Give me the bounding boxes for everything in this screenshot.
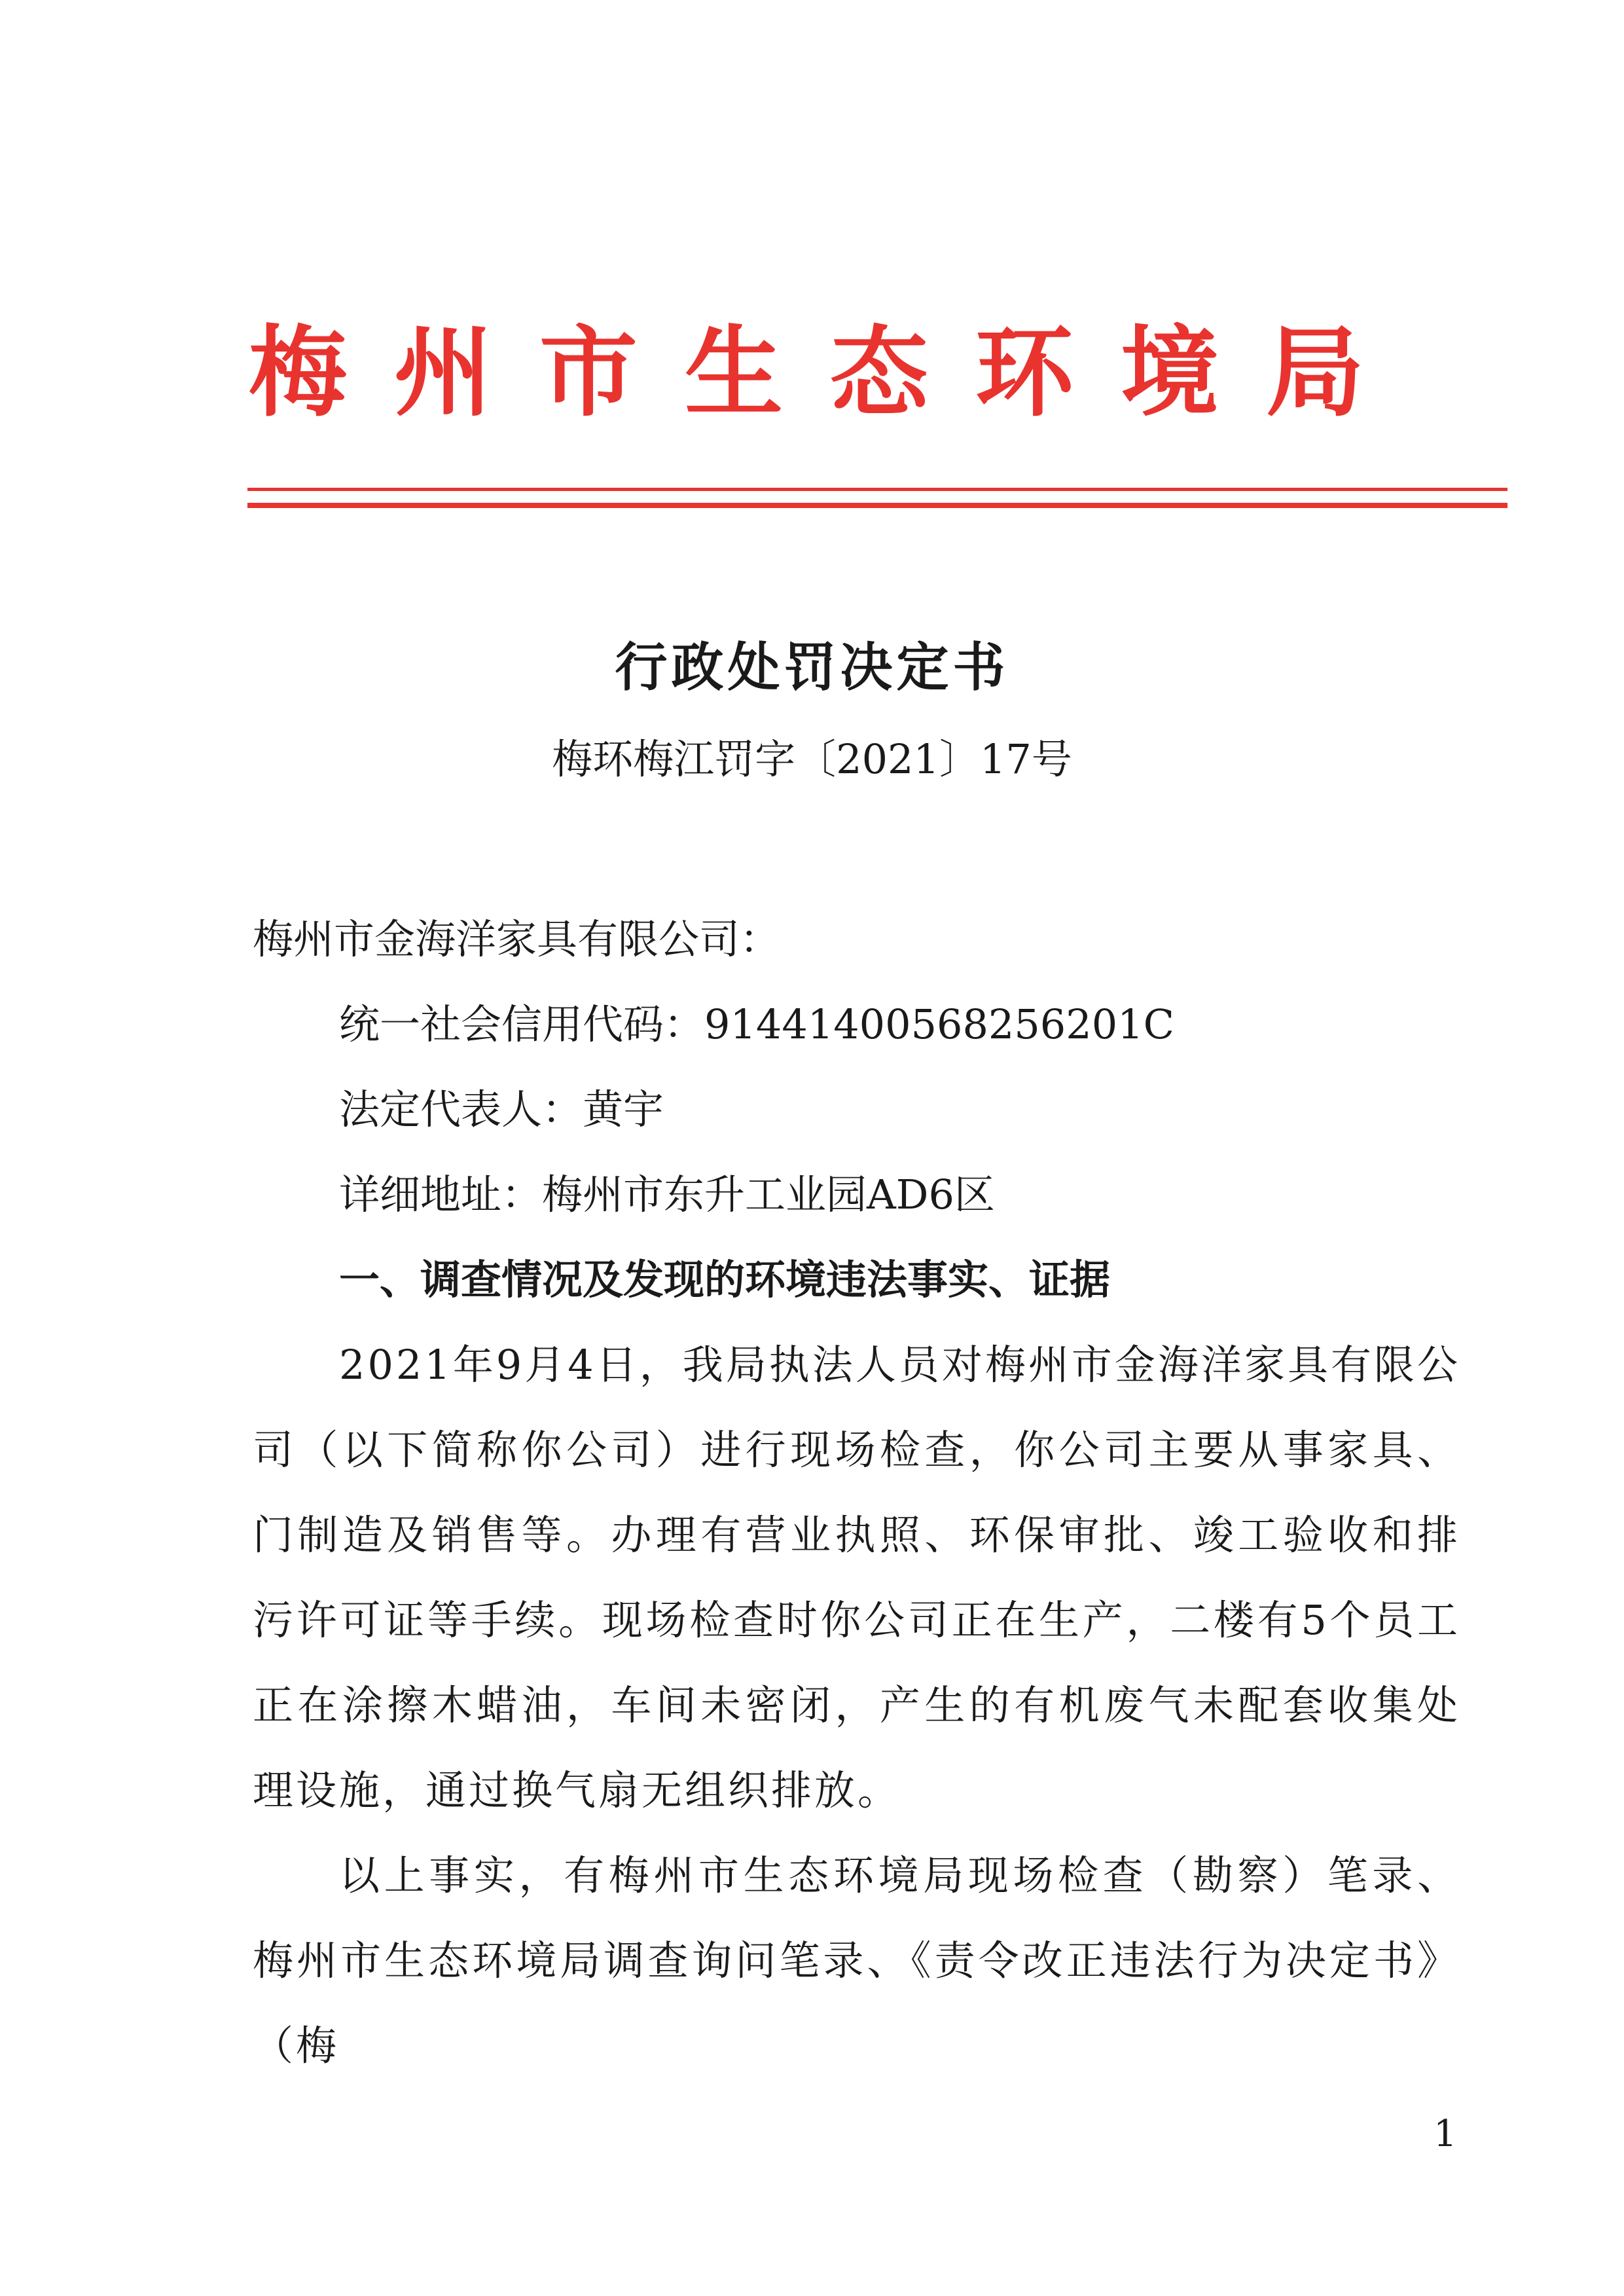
document-title: 行政处罚决定书 [615, 637, 1009, 698]
evidence-paragraph: 以上事实，有梅州市生态环境局现场检查（勘察）笔录、梅州市生态环境局调查询问笔录、《责令改正违法行为决定书》（梅 [253, 1851, 1460, 2069]
document-body [253, 897, 1460, 2088]
company-address: 详细地址：梅州市东升工业园AD6区 [339, 1171, 995, 1218]
header-divider-thin [247, 488, 1507, 491]
legal-representative: 法定代表人：黄宇 [339, 1085, 664, 1133]
credit-code: 统一社会信用代码：91441400568256201C [339, 1000, 1175, 1048]
recipient-company: 梅州市金海洋家具有限公司： [253, 915, 781, 963]
issuing-authority-header: 梅州市生态环境局 [248, 316, 1411, 430]
facts-paragraph: 2021年9月4日，我局执法人员对梅州市金海洋家具有限公司（以下简称你公司）进行现场检查，你公司主要从事家具、门制造及销售等。办理有营业执照、环保审批、竣工验收和排污许可证等手续。现场检查时你公司正在生产，二楼有5个员工正在涂擦木蜡油，车间未密闭，产生的有机废气未配套收集处理设施，通过换气扇无组织排放。 [253, 1341, 1460, 1814]
document-number: 梅环梅江罚字〔2021〕17号 [552, 735, 1072, 783]
header-divider-thick [247, 503, 1507, 508]
page-number: 1 [1434, 2113, 1457, 2155]
section-heading: 一、调查情况及发现的环境违法事实、证据 [339, 1256, 1111, 1303]
